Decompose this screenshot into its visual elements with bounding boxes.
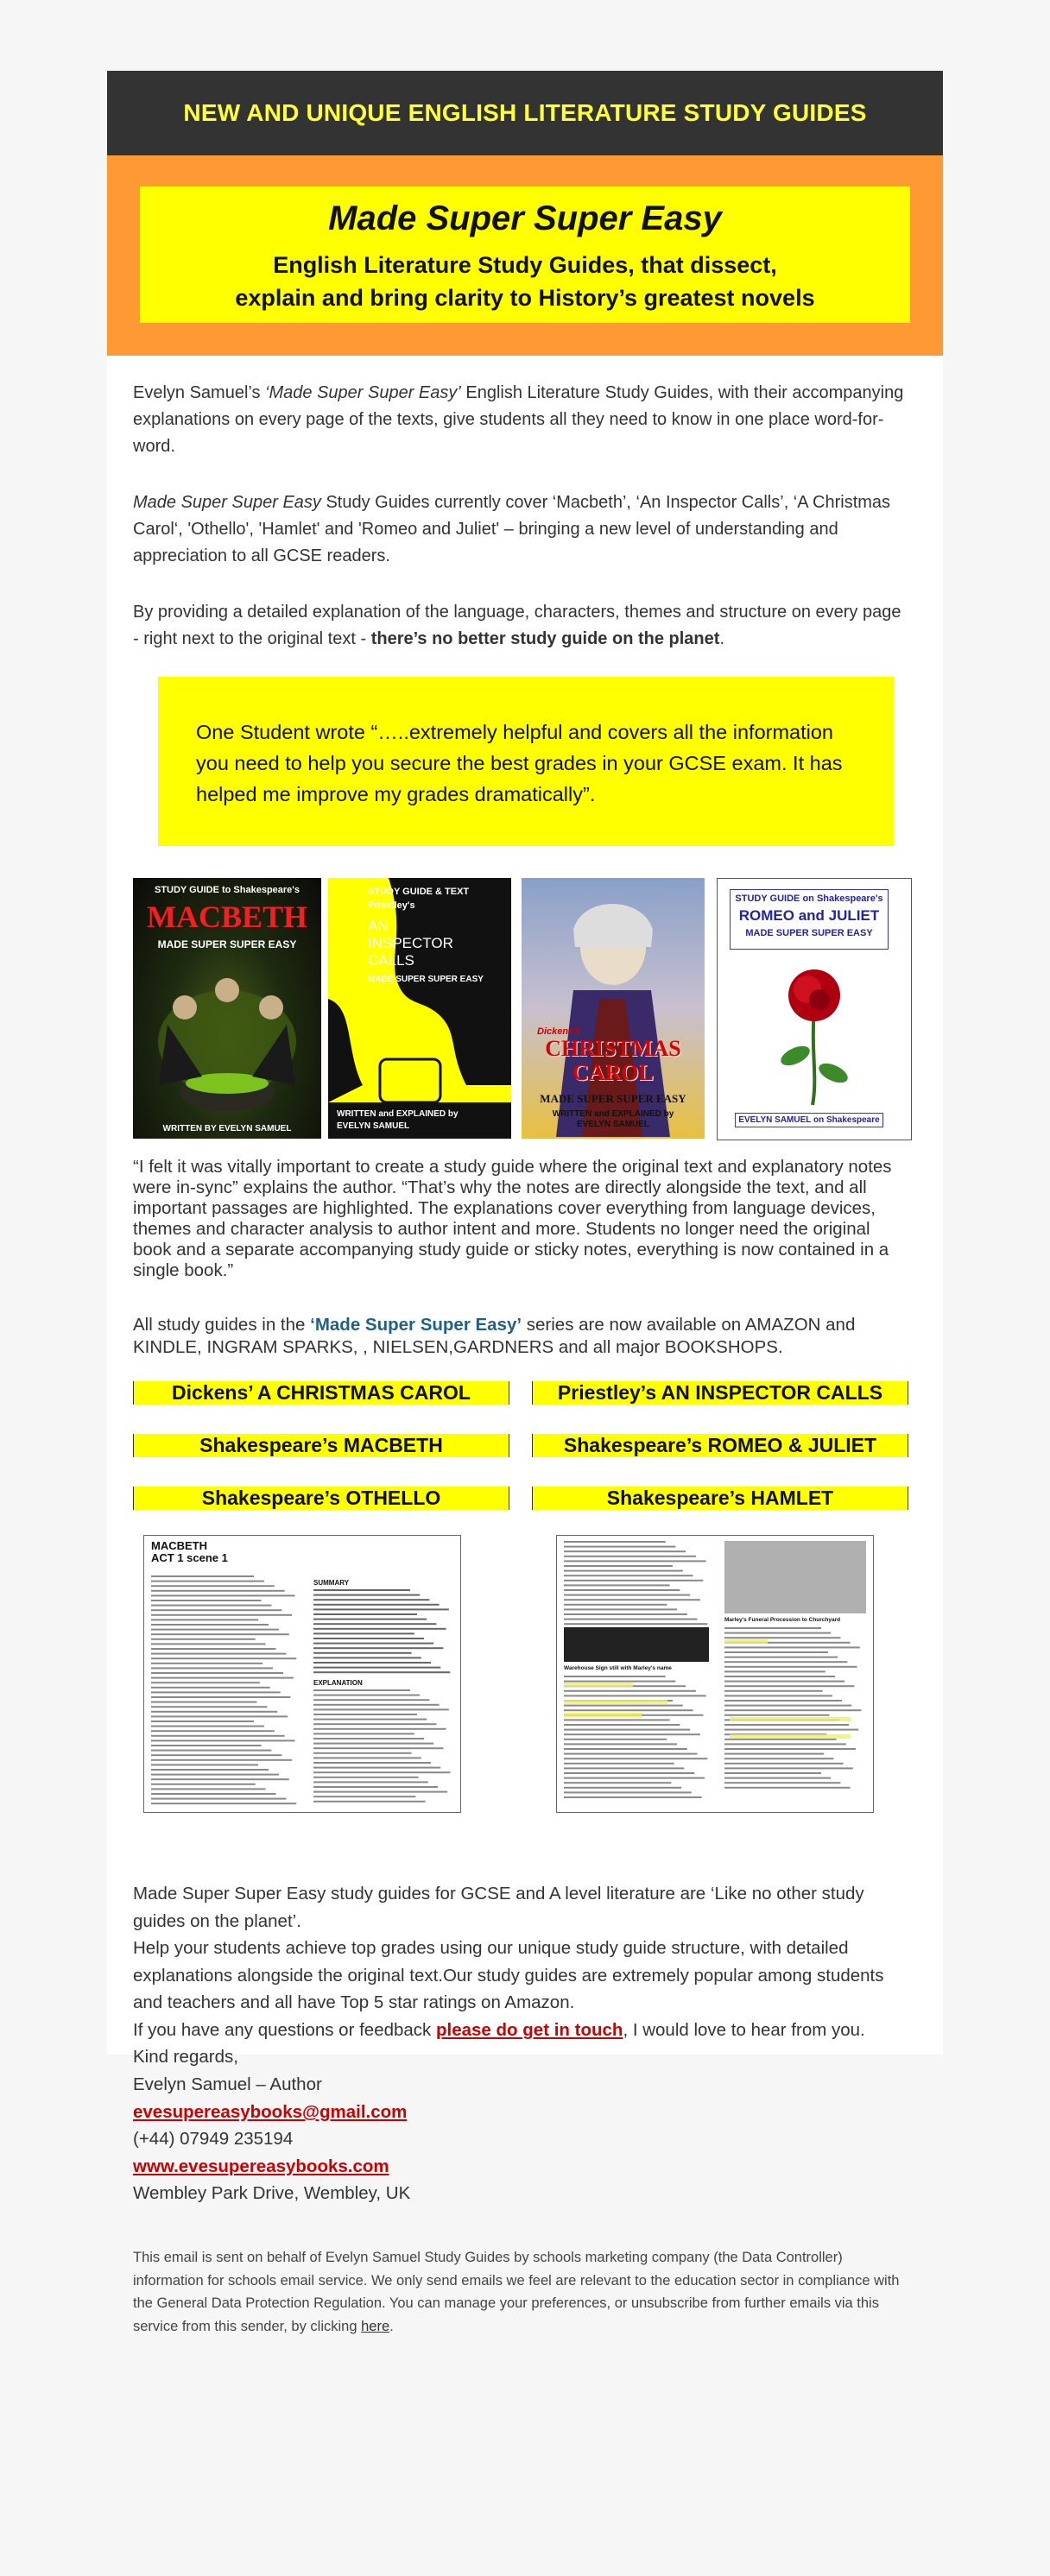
text-line xyxy=(151,1778,289,1780)
cover-title: AN xyxy=(368,918,389,934)
hamlet-button[interactable]: Shakespeare’s HAMLET xyxy=(532,1487,908,1510)
intro-text: Study Guides currently cover ‘Macbeth’, ‘An Inspector Calls’, ‘A Christmas Carol‘, 'Othello', 'Hamlet' and 'Romeo and Juliet' – bringing a new level of understanding and appreciation to all GCSE readers. xyxy=(133,493,891,565)
text-line xyxy=(564,1724,680,1726)
cover-tagline: MADE SUPER SUPER EASY xyxy=(540,1092,686,1105)
text-line xyxy=(564,1623,707,1625)
text-line xyxy=(151,1702,256,1703)
text-line xyxy=(724,1681,844,1683)
text-line xyxy=(151,1594,295,1596)
text-line xyxy=(564,1541,666,1543)
phone-number: (+44) 07949 235194 xyxy=(133,2129,294,2149)
text-line xyxy=(151,1784,256,1785)
text-line xyxy=(313,1733,414,1734)
regards: Kind regards, xyxy=(133,2047,238,2067)
text-line xyxy=(313,1657,421,1658)
closing-line-3 xyxy=(133,2017,910,2044)
text-line xyxy=(313,1747,443,1749)
text-line xyxy=(724,1670,825,1672)
romeo-juliet-button[interactable]: Shakespeare’s ROMEO & JULIET xyxy=(532,1434,908,1457)
text-line xyxy=(724,1767,853,1769)
closing-line-2: Help your students achieve top grades using our unique study guide structure, with detailed explanations alongside the original text.Our study guides are extremely popular among students and teachers and all have Top 5 star ratings on Amazon. xyxy=(133,1938,884,2012)
text-line xyxy=(564,1796,702,1798)
cover-tagline: MADE SUPER SUPER EASY xyxy=(368,975,484,984)
text-line xyxy=(564,1767,684,1769)
christmas-carol-sample-page xyxy=(556,1535,874,1813)
christmas-carol-button[interactable]: Dickens’ A CHRISTMAS CAROL xyxy=(133,1381,509,1405)
text-line xyxy=(151,1585,275,1587)
text-line xyxy=(151,1696,291,1698)
inspector-cover-art xyxy=(328,878,511,1139)
cover-tagline: MADE SUPER SUPER EASY xyxy=(157,938,297,950)
text-line xyxy=(151,1750,271,1752)
funeral-photo xyxy=(724,1541,866,1613)
text-line xyxy=(564,1580,703,1582)
text-line xyxy=(151,1735,285,1737)
hero-subtitle xyxy=(140,249,910,314)
text-line xyxy=(151,1745,262,1746)
text-line xyxy=(564,1739,667,1740)
inspector-calls-button[interactable]: Priestley’s AN INSPECTOR CALLS xyxy=(532,1381,908,1405)
macbeth-cover-art xyxy=(133,878,321,1139)
text-line xyxy=(151,1633,289,1635)
text-line xyxy=(313,1652,412,1654)
text-line xyxy=(724,1637,840,1638)
availability-text: All study guides in the xyxy=(133,1315,311,1335)
othello-button[interactable]: Shakespeare’s OTHELLO xyxy=(133,1487,509,1510)
student-quote-box xyxy=(158,677,894,846)
closing-text: , I would love to hear from you. xyxy=(623,2020,865,2040)
text-line xyxy=(151,1677,294,1679)
address: Wembley Park Drive, Wembley, UK xyxy=(133,2183,411,2203)
text-line xyxy=(724,1646,860,1648)
text-highlight xyxy=(564,1683,633,1687)
sample-heading: MACBETH xyxy=(151,1539,207,1552)
text-line xyxy=(151,1706,267,1708)
intro-paragraph-3 xyxy=(133,599,910,653)
intro-text: By providing a detailed explanation of the language, characters, themes and structure on every page - right next to the original text - xyxy=(133,603,901,648)
text-line xyxy=(313,1638,424,1639)
text-line xyxy=(313,1647,443,1649)
text-line xyxy=(151,1803,296,1804)
text-line xyxy=(151,1764,258,1765)
cover-title: ROMEO and JULIET xyxy=(738,907,880,924)
text-line xyxy=(724,1787,851,1789)
text-line xyxy=(313,1608,449,1610)
inspector-calls-cover[interactable] xyxy=(328,878,511,1139)
cover-author: EVELYN SAMUEL xyxy=(337,1121,410,1131)
text-line xyxy=(151,1614,292,1616)
hero-box xyxy=(140,186,910,323)
author-signature: Evelyn Samuel – Author xyxy=(133,2074,322,2094)
text-line xyxy=(564,1560,706,1562)
text-line xyxy=(564,1758,707,1759)
text-highlight xyxy=(564,1713,642,1717)
footer-text: This email is sent on behalf of Evelyn Samuel Study Guides by schools marketing company (the Data Controller) information for schools email service. We only send emails we feel are relevant to the education sector in compliance with the General Data Protection Regulation. You can manage your preferences, or unsubscribe from further emails via this service from this sender, by clicking xyxy=(133,2250,900,2334)
macbeth-button[interactable]: Shakespeare’s MACBETH xyxy=(133,1434,509,1457)
text-line xyxy=(313,1777,419,1778)
cover-author: EVELYN SAMUEL on Shakespeare xyxy=(735,1113,883,1127)
text-line xyxy=(724,1695,832,1696)
text-line xyxy=(564,1787,681,1789)
text-line xyxy=(151,1682,260,1683)
text-line xyxy=(564,1599,700,1601)
text-line xyxy=(564,1589,680,1591)
availability-text: series are now available on AMAZON and KINDLE, INGRAM SPARKS, , NIELSEN,GARDNERS and all major BOOKSHOPS. xyxy=(133,1315,856,1357)
intro-text: English Literature Study Guides, with their accompanying explanations on every page of the texts, give students all they need to know in one place word-for-word. xyxy=(133,383,904,456)
text-line xyxy=(724,1729,858,1731)
text-line xyxy=(313,1762,431,1764)
text-line xyxy=(313,1738,424,1739)
text-line xyxy=(564,1613,687,1615)
text-line xyxy=(724,1753,824,1755)
text-line xyxy=(724,1772,821,1774)
text-line xyxy=(313,1695,420,1696)
text-line xyxy=(564,1681,675,1683)
text-line xyxy=(564,1690,696,1692)
contact-link[interactable]: please do get in touch xyxy=(436,2020,623,2040)
text-line xyxy=(313,1796,415,1797)
text-highlight xyxy=(564,1700,667,1704)
website-link[interactable]: www.evesupereasybooks.com xyxy=(133,2156,389,2176)
text-line xyxy=(724,1627,821,1629)
text-line xyxy=(724,1705,851,1707)
hero-subtitle-line-1: English Literature Study Guides, that dissect, xyxy=(273,252,777,278)
text-line xyxy=(151,1590,285,1592)
book-covers xyxy=(107,878,943,1140)
text-line xyxy=(151,1643,266,1645)
text-line xyxy=(313,1599,429,1601)
text-line xyxy=(151,1711,277,1713)
text-line xyxy=(564,1709,693,1711)
text-line xyxy=(724,1748,856,1750)
sample-page-lines xyxy=(557,1536,873,1812)
email-card xyxy=(107,71,943,2334)
text-line xyxy=(724,1758,833,1759)
text-line xyxy=(724,1739,837,1740)
text-line xyxy=(313,1757,421,1758)
banner-text: NEW AND UNIQUE ENGLISH LITERATURE STUDY GUIDES xyxy=(183,99,867,126)
text-line xyxy=(151,1663,262,1664)
text-line xyxy=(151,1769,269,1771)
text-line xyxy=(724,1777,831,1779)
text-line xyxy=(151,1798,286,1800)
text-line xyxy=(564,1777,705,1779)
text-line xyxy=(313,1801,426,1803)
text-line xyxy=(313,1786,438,1788)
text-line xyxy=(313,1594,420,1596)
text-line xyxy=(151,1575,254,1577)
text-line xyxy=(564,1619,698,1620)
availability-paragraph xyxy=(133,1314,910,1359)
closing-text: If you have any questions or feedback xyxy=(133,2020,437,2040)
email-link[interactable]: evesupereasybooks@gmail.com xyxy=(133,2102,408,2122)
text-line xyxy=(313,1628,446,1630)
text-line xyxy=(313,1662,431,1664)
intro-emphasis: there’s no better study guide on the planet xyxy=(370,629,720,648)
text-highlight xyxy=(730,1717,851,1721)
text-line xyxy=(564,1584,670,1586)
text-line xyxy=(151,1629,279,1631)
cover-author: EVELYN SAMUEL xyxy=(576,1120,650,1129)
cover-author: WRITTEN and EXPLAINED by xyxy=(552,1109,674,1119)
text-line xyxy=(151,1730,275,1732)
text-line xyxy=(724,1709,861,1711)
text-line xyxy=(151,1605,271,1607)
sample-caption: Marley's Funeral Procession to Churchyard xyxy=(724,1617,841,1623)
text-line xyxy=(313,1613,417,1615)
cover-author-name: Priestley's xyxy=(368,900,415,911)
cover-author: WRITTEN and EXPLAINED by xyxy=(337,1109,459,1119)
text-line xyxy=(313,1589,410,1591)
macbeth-sample-page xyxy=(143,1535,461,1813)
text-line xyxy=(564,1772,694,1774)
text-line xyxy=(564,1763,674,1765)
hero-section xyxy=(107,155,943,356)
text-line xyxy=(313,1743,433,1745)
text-line xyxy=(724,1782,840,1784)
cover-title: CHRISTMAS CAROL xyxy=(545,1036,681,1085)
rose-icon xyxy=(718,879,911,1140)
text-line xyxy=(564,1743,677,1745)
intro-paragraph-1 xyxy=(133,380,910,460)
text-line xyxy=(564,1719,670,1720)
unsubscribe-link[interactable]: here xyxy=(361,2318,390,2334)
text-line xyxy=(564,1729,690,1731)
text-line xyxy=(151,1759,292,1761)
text-line xyxy=(151,1600,262,1601)
text-line xyxy=(564,1550,686,1552)
text-line xyxy=(151,1609,281,1611)
text-line xyxy=(313,1704,440,1706)
text-line xyxy=(724,1632,831,1634)
text-line xyxy=(564,1705,683,1707)
text-line xyxy=(151,1653,286,1655)
text-line xyxy=(564,1604,667,1606)
text-line xyxy=(151,1739,295,1741)
text-line xyxy=(151,1793,276,1795)
text-line xyxy=(564,1782,671,1784)
text-line xyxy=(151,1667,273,1669)
text-line xyxy=(564,1556,696,1557)
text-line xyxy=(313,1767,440,1769)
text-line xyxy=(724,1666,857,1668)
cover-top-label: STUDY GUIDE & TEXT xyxy=(368,887,470,897)
cover-title: CALLS xyxy=(368,952,414,969)
text-line xyxy=(564,1570,683,1572)
text-line xyxy=(724,1700,842,1702)
text-line xyxy=(564,1733,700,1735)
sample-page-lines xyxy=(144,1536,460,1812)
website-line xyxy=(133,2153,910,2181)
text-line xyxy=(724,1743,846,1745)
student-quote: One Student wrote “…..extremely helpful and covers all the information you need to help you secure the best grades in your GCSE exam. It has helped me improve my grades dramatically”. xyxy=(196,721,843,805)
text-line xyxy=(724,1661,847,1663)
text-line xyxy=(724,1714,830,1716)
text-line xyxy=(313,1714,417,1715)
text-line xyxy=(564,1565,673,1567)
text-line xyxy=(313,1604,440,1606)
hero-subtitle-line-2: explain and bring clarity to History’s greatest novels xyxy=(235,285,815,311)
macbeth-cover[interactable] xyxy=(133,878,321,1139)
cover-top-label: STUDY GUIDE to Shakespeare's xyxy=(154,885,300,895)
closing-line-1: Made Super Super Easy study guides for GCSE and A level literature are ‘Like no other study guides on the planet’. xyxy=(133,1884,864,1931)
text-highlight xyxy=(724,1639,768,1644)
series-name: ‘Made Super Super Easy’ xyxy=(310,1315,522,1335)
text-line xyxy=(151,1726,264,1727)
cover-author: WRITTEN BY EVELYN SAMUEL xyxy=(162,1124,292,1133)
text-line xyxy=(151,1648,276,1650)
text-line xyxy=(313,1728,446,1730)
text-line xyxy=(564,1748,687,1750)
romeo-juliet-cover[interactable] xyxy=(717,878,912,1140)
text-line xyxy=(724,1676,835,1677)
footer-text: . xyxy=(389,2318,394,2334)
text-line xyxy=(724,1651,828,1653)
sample-heading: ACT 1 scene 1 xyxy=(151,1551,228,1564)
text-line xyxy=(151,1581,264,1582)
text-line xyxy=(313,1699,429,1701)
text-line xyxy=(564,1695,706,1696)
text-highlight xyxy=(730,1734,851,1739)
text-line xyxy=(313,1689,410,1691)
text-line xyxy=(313,1723,436,1725)
cover-title: INSPECTOR xyxy=(368,935,453,951)
text-line xyxy=(564,1546,675,1548)
text-line xyxy=(313,1619,427,1620)
text-line xyxy=(564,1676,666,1677)
christmas-carol-cover[interactable] xyxy=(522,878,705,1139)
text-line xyxy=(151,1774,279,1776)
text-line xyxy=(313,1632,414,1634)
cover-tagline: MADE SUPER SUPER EASY xyxy=(745,928,873,938)
text-line xyxy=(151,1720,254,1722)
cover-top-label: Dickens's xyxy=(537,1026,581,1037)
text-line xyxy=(313,1719,427,1720)
cover-title: MACBETH xyxy=(146,900,307,934)
text-line xyxy=(151,1672,283,1674)
sample-section-label: EXPLANATION xyxy=(313,1679,363,1687)
intro-series-name: ‘Made Super Super Easy’ xyxy=(265,383,461,402)
text-line xyxy=(151,1619,258,1620)
legal-footer xyxy=(133,2246,910,2338)
text-line xyxy=(151,1715,288,1717)
text-line xyxy=(724,1724,849,1726)
intro-text: Evelyn Samuel’s xyxy=(133,383,266,402)
text-line xyxy=(724,1657,838,1658)
text-line xyxy=(724,1763,844,1765)
intro-text: . xyxy=(719,629,724,648)
top-banner xyxy=(107,71,943,155)
text-line xyxy=(564,1608,677,1610)
text-line xyxy=(313,1708,449,1710)
sample-caption: Warehouse Sign still with Marley's name xyxy=(564,1665,672,1671)
text-line xyxy=(564,1753,698,1755)
warehouse-photo xyxy=(564,1627,709,1662)
text-line xyxy=(564,1791,692,1793)
text-line xyxy=(151,1687,270,1689)
hero-title: Made Super Super Easy xyxy=(328,199,722,237)
text-line xyxy=(151,1788,266,1790)
text-line xyxy=(564,1575,693,1576)
text-line xyxy=(313,1623,436,1625)
text-line xyxy=(313,1752,412,1754)
text-line xyxy=(724,1690,823,1692)
email-line xyxy=(133,2099,910,2126)
intro-paragraph-2 xyxy=(133,489,910,570)
text-line xyxy=(151,1638,256,1640)
text-line xyxy=(151,1754,281,1756)
text-line xyxy=(564,1594,690,1596)
text-line xyxy=(313,1781,428,1783)
text-line xyxy=(151,1624,269,1626)
cover-top-label: STUDY GUIDE on Shakespeare's xyxy=(735,893,883,904)
text-line xyxy=(724,1685,854,1687)
text-line xyxy=(313,1771,450,1773)
text-line xyxy=(313,1791,447,1793)
text-line xyxy=(313,1667,440,1669)
text-line xyxy=(151,1657,296,1659)
intro-series-name: Made Super Super Easy xyxy=(133,493,321,512)
text-line xyxy=(151,1691,281,1693)
text-line xyxy=(313,1643,433,1645)
sample-section-label: SUMMARY xyxy=(313,1579,350,1587)
author-statement: “I felt it was vitally important to create a study guide where the original text and explanatory notes were in-sync” explains the author. “That’s why the notes are directly alongside the text, and all important passages are highlighted. The explanations cover everything from language devices, themes and character analysis to author intent and more. Students no longer need the original book and a separate accompanying study guide or sticky notes, everything is now contained in a single book.” xyxy=(133,1157,892,1280)
text-line xyxy=(313,1671,450,1673)
